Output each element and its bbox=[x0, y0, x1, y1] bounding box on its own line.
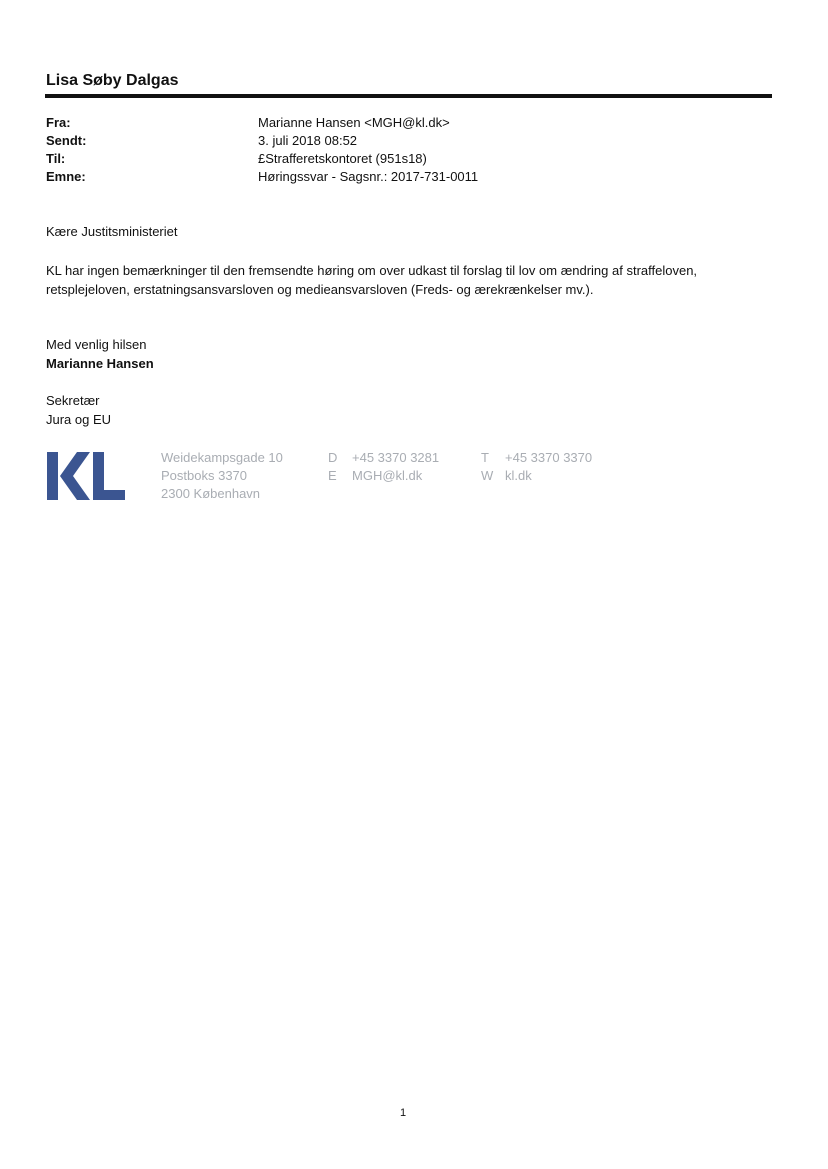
kl-logo bbox=[47, 452, 127, 500]
signer-name: Marianne Hansen bbox=[46, 356, 154, 371]
page-number: 1 bbox=[400, 1107, 407, 1119]
email-address: MGH@kl.dk bbox=[352, 468, 423, 483]
address-pobox: Postboks 3370 bbox=[161, 468, 248, 483]
sent-value: 3. juli 2018 08:52 bbox=[258, 133, 358, 148]
header-rule bbox=[45, 94, 772, 98]
website-row bbox=[481, 467, 592, 485]
from-label: Fra: bbox=[46, 115, 71, 130]
from-value: Marianne Hansen <MGH@kl.dk> bbox=[258, 115, 450, 130]
main-phone-label: T bbox=[481, 450, 489, 465]
sender-name-heading: Lisa Søby Dalgas bbox=[46, 72, 179, 89]
main-contact bbox=[481, 449, 592, 485]
greeting: Kære Justitsministeriet bbox=[46, 224, 178, 239]
message-line-2: retsplejeloven, erstatningsansvarsloven og medieansvarsloven (Freds- og ærekrænkelser mv.). bbox=[46, 282, 594, 297]
to-label: Til: bbox=[46, 151, 66, 166]
to-value: £Strafferetskontoret (951s18) bbox=[258, 151, 427, 166]
postal-address bbox=[161, 449, 283, 503]
website: kl.dk bbox=[505, 468, 532, 483]
direct-contact bbox=[328, 449, 439, 485]
address-street: Weidekampsgade 10 bbox=[161, 450, 283, 465]
main-phone-row bbox=[481, 449, 592, 467]
message-line-1: KL har ingen bemærkninger til den fremsendte høring om over udkast til forslag til lov om ændring af straffeloven, bbox=[46, 263, 698, 278]
email-label: E bbox=[328, 468, 337, 483]
message-paragraph bbox=[46, 261, 776, 299]
email-row bbox=[328, 467, 439, 485]
subject-value: Høringssvar - Sagsnr.: 2017-731-0011 bbox=[258, 169, 479, 184]
direct-phone: +45 3370 3281 bbox=[352, 450, 440, 465]
signer-title: Sekretær bbox=[46, 393, 100, 408]
address-city: 2300 København bbox=[161, 486, 261, 501]
direct-phone-label: D bbox=[328, 450, 338, 465]
subject-label: Emne: bbox=[46, 169, 86, 184]
signer-department: Jura og EU bbox=[46, 412, 112, 427]
direct-phone-row bbox=[328, 449, 439, 467]
main-phone: +45 3370 3370 bbox=[505, 450, 593, 465]
closing: Med venlig hilsen bbox=[46, 337, 147, 352]
sent-label: Sendt: bbox=[46, 133, 87, 148]
website-label: W bbox=[481, 468, 494, 483]
